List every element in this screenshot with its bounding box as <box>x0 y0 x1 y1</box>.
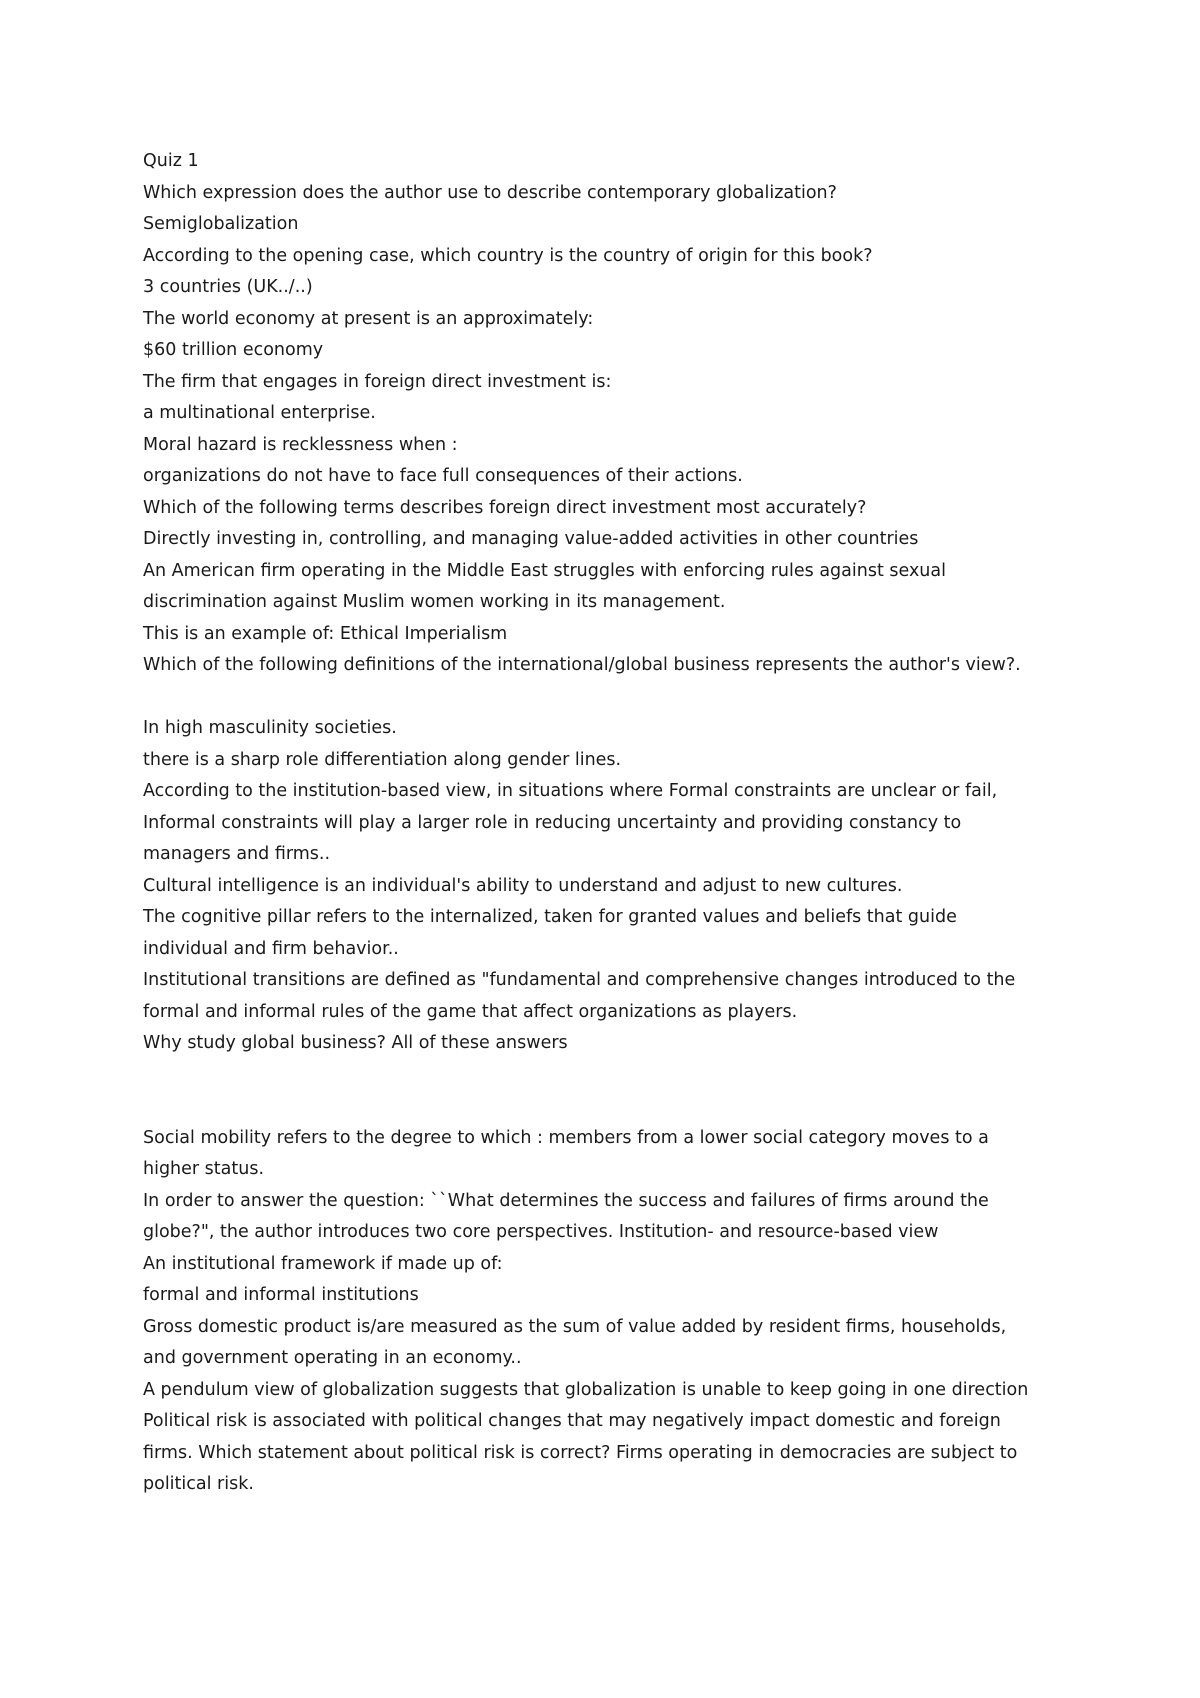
text-line: Why study global business? All of these answers <box>143 1033 568 1053</box>
text-line: Gross domestic product is/are measured as the sum of value added by resident firms, households, <box>143 1316 1007 1337</box>
text-line: A pendulum view of globalization suggests that globalization is unable to keep going in one direction <box>143 1379 1029 1400</box>
text-line: The cognitive pillar refers to the internalized, taken for granted values and beliefs that guide <box>143 907 957 927</box>
text-line: political risk. <box>143 1474 254 1494</box>
text-line: Which expression does the author use to describe contemporary globalization? <box>143 182 837 203</box>
text-line: higher status. <box>143 1159 265 1179</box>
text-line: and government operating in an economy.. <box>143 1348 522 1368</box>
text-line: $60 trillion economy <box>143 340 324 360</box>
text-line: managers and firms.. <box>143 844 331 864</box>
text-line: firms. Which statement about political risk is correct? Firms operating in democracies are subject to <box>143 1442 1018 1463</box>
text-line: An American firm operating in the Middle East struggles with enforcing rules against sexual <box>143 560 946 581</box>
document-title: Quiz 1 <box>143 151 199 171</box>
text-line: Social mobility refers to the degree to which : members from a lower social category moves to a <box>143 1127 989 1148</box>
text-line: formal and informal rules of the game that affect organizations as players. <box>143 1001 798 1022</box>
blank-line <box>143 1091 1143 1123</box>
text-line: According to the opening case, which country is the country of origin for this book? <box>143 245 873 266</box>
text-line: Institutional transitions are defined as "fundamental and comprehensive changes introduced to the <box>143 970 1016 990</box>
text-line: An institutional framework if made up of: <box>143 1253 503 1274</box>
document-body <box>143 146 1143 1501</box>
text-line: This is an example of: Ethical Imperialism <box>143 623 508 644</box>
text-line: The firm that engages in foreign direct investment is: <box>143 371 612 392</box>
text-line: Cultural intelligence is an individual's ability to understand and adjust to new cultures. <box>143 875 903 896</box>
text-line: 3 countries (UK../..) <box>143 277 313 297</box>
blank-line <box>143 682 1143 714</box>
blank-line <box>143 1060 1143 1092</box>
text-line: discrimination against Muslim women working in its management. <box>143 592 726 612</box>
text-line: In order to answer the question: ``What determines the success and failures of firms around the <box>143 1190 989 1211</box>
text-line: The world economy at present is an approximately: <box>143 308 594 329</box>
text-line: there is a sharp role differentiation along gender lines. <box>143 749 622 770</box>
text-line: Moral hazard is recklessness when : <box>143 434 458 455</box>
text-line: Which of the following terms describes foreign direct investment most accurately? <box>143 497 867 518</box>
text-line: Directly investing in, controlling, and managing value-added activities in other countries <box>143 529 919 549</box>
text-line: globe?", the author introduces two core perspectives. Institution- and resource-based view <box>143 1222 939 1242</box>
text-line: Informal constraints will play a larger role in reducing uncertainty and providing constancy to <box>143 812 962 833</box>
text-line: formal and informal institutions <box>143 1285 419 1305</box>
text-line: According to the institution-based view, in situations where Formal constraints are unclear or fail, <box>143 781 998 801</box>
text-line: organizations do not have to face full consequences of their actions. <box>143 466 743 486</box>
text-line: individual and firm behavior.. <box>143 938 399 959</box>
text-line: Semiglobalization <box>143 214 299 234</box>
text-line: In high masculinity societies. <box>143 718 397 738</box>
text-line: Political risk is associated with political changes that may negatively impact domestic and foreign <box>143 1411 1001 1431</box>
text-line: a multinational enterprise. <box>143 403 376 423</box>
text-line: Which of the following definitions of the international/global business represents the author's view?. <box>143 655 1021 675</box>
